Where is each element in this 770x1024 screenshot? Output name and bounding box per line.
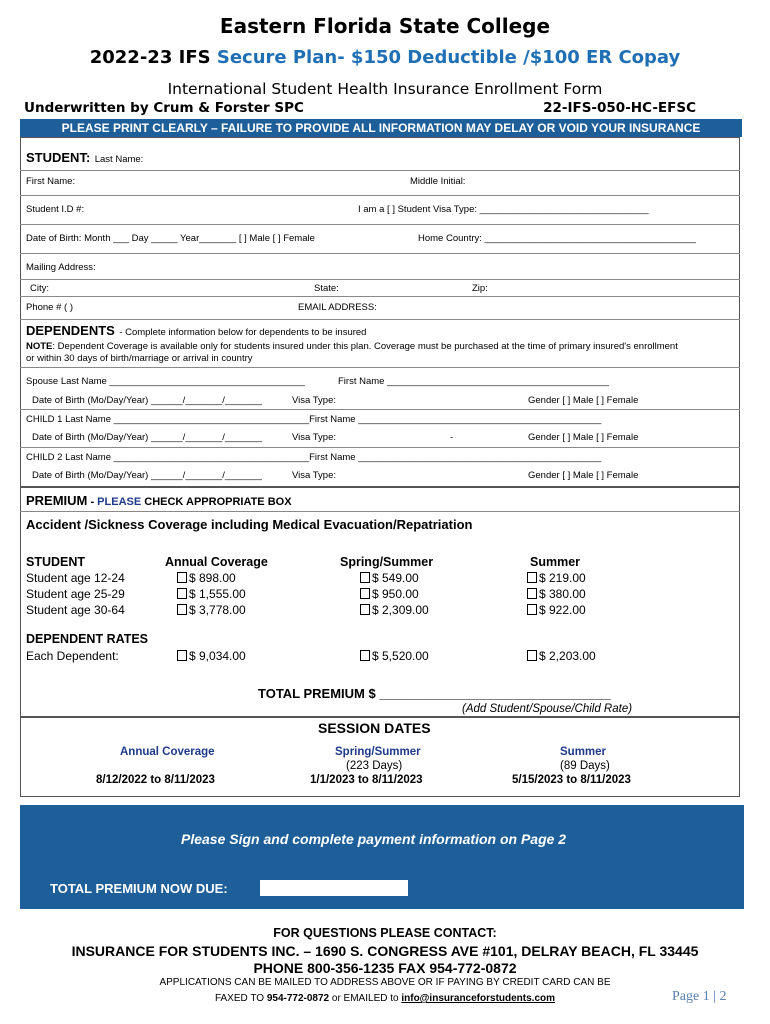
mailing-address-field[interactable]: Mailing Address: [26,262,96,273]
rate-row-label: Student age 25-29 [26,587,125,601]
note-text: : Dependent Coverage is available only for students insured under this plan. Coverage must be purchased at the time of primary insured's enrollment [52,341,678,352]
spouse-last-name-field[interactable]: Spouse Last Name _____________________________________ [26,376,305,387]
middle-initial-field[interactable]: Middle Initial: [410,176,466,187]
child2-name-field[interactable]: CHILD 2 Last Name _____________________________________First Name ______________________________________________ [26,452,602,463]
total-premium-field[interactable]: TOTAL PREMIUM $ ________________________________ [258,686,611,701]
dep-summer-rate: $ 2,203.00 [539,649,596,663]
premium-dash: - [87,496,98,508]
phone-field[interactable]: Phone # ( ) [26,302,73,313]
session-spring-dates: 1/1/2023 to 8/11/2023 [310,774,423,786]
form-code: 22-IFS-050-HC-EFSC [543,100,696,116]
col-summer-header: Summer [530,555,581,569]
annual-rate: $ 3,778.00 [189,603,246,617]
underwriter: Underwritten by Crum & Forster SPC [24,100,304,116]
child1-dash: - [450,432,454,443]
city-field[interactable]: City: [30,283,49,294]
rate-row-label: Student age 12-24 [26,571,125,585]
note-label: NOTE [26,341,53,352]
student-rates-label: STUDENT [26,555,86,569]
session-annual-label: Annual Coverage [120,746,215,758]
plan-detail: Secure Plan- $150 Deductible /$100 ER Copay [216,47,681,68]
summer-checkbox[interactable] [527,603,586,617]
session-annual-dates: 8/12/2022 to 8/11/2023 [96,774,215,786]
annual-rate: $ 1,555.00 [189,587,246,601]
plan-year: 2022-23 IFS [89,47,211,68]
spring-checkbox[interactable] [360,603,429,617]
dependents-subheading: - Complete information below for dependents to be insured [119,327,367,338]
form-title: International Student Health Insurance Enrollment Form [167,80,603,98]
student-heading-row [26,149,143,167]
note-text-2: or within 30 days of birth/marriage or arrival in country [26,353,253,364]
spouse-first-name-field[interactable]: First Name __________________________________________ [338,376,609,387]
child1-dob-field[interactable]: Date of Birth (Mo/Day/Year) ______/_______/_______ [32,432,262,443]
each-dependent-label: Each Dependent: [26,649,119,663]
dep-summer-checkbox[interactable] [527,649,596,663]
dependents-heading-row [26,322,366,340]
dep-spring-checkbox[interactable] [360,649,429,663]
spring-checkbox[interactable] [360,571,419,585]
summer-rate: $ 922.00 [539,603,586,617]
sign-note: Please Sign and complete payment information on Page 2 [181,831,567,847]
spring-rate: $ 950.00 [372,587,419,601]
child1-gender-field[interactable]: Gender [ ] Male [ ] Female [528,432,639,443]
col-spring-header: Spring/Summer [340,555,434,569]
annual-checkbox[interactable] [177,587,246,601]
spouse-dob-field[interactable]: Date of Birth (Mo/Day/Year) ______/_______/_______ [32,395,262,406]
student-visa-field[interactable]: I am a [ ] Student Visa Type: ________________________________ [358,204,649,215]
fax-prefix: FAXED TO [214,993,267,1004]
state-field[interactable]: State: [314,283,339,294]
spring-rate: $ 549.00 [372,571,419,585]
fax-number: 954-772-0872 [266,993,330,1004]
zip-field[interactable]: Zip: [472,283,488,294]
session-summer-dates: 5/15/2023 to 8/11/2023 [512,774,631,786]
mail-note: APPLICATIONS CAN BE MAILED TO ADDRESS ABOVE OR IF PAYING BY CREDIT CARD CAN BE [159,977,611,988]
child1-name-field[interactable]: CHILD 1 Last Name _____________________________________First Name ______________________________________________ [26,414,602,425]
session-spring-days: (223 Days) [346,760,403,772]
or-emailed: or EMAILED to [329,993,402,1004]
summer-rate: $ 219.00 [539,571,586,585]
dep-annual-rate: $ 9,034.00 [189,649,246,663]
rate-row-label: Student age 30-64 [26,603,125,617]
annual-rate: $ 898.00 [189,571,236,585]
coverage-title: Accident /Sickness Coverage including Medical Evacuation/Repatriation [26,517,473,532]
session-summer-days: (89 Days) [560,760,610,772]
child2-gender-field[interactable]: Gender [ ] Male [ ] Female [528,470,639,481]
total-premium-note: (Add Student/Spouse/Child Rate) [462,703,633,715]
dep-spring-rate: $ 5,520.00 [372,649,429,663]
plan-title [0,47,770,68]
first-name-field[interactable]: First Name: [26,176,76,187]
company-phone: PHONE 800-356-1235 FAX 954-772-0872 [253,960,517,976]
session-dates-heading: SESSION DATES [318,720,431,736]
summer-checkbox[interactable] [527,571,586,585]
premium-heading: PREMIUM [26,493,88,508]
annual-checkbox[interactable] [177,571,236,585]
dependents-note [26,341,678,352]
premium-due-label: TOTAL PREMIUM NOW DUE: [50,881,228,896]
session-spring-label: Spring/Summer [335,746,421,758]
spring-checkbox[interactable] [360,587,419,601]
premium-due-input[interactable] [260,880,408,896]
college-title: Eastern Florida State College [219,14,551,38]
session-summer-label: Summer [560,746,607,758]
child2-visa-field[interactable]: Visa Type: [292,470,337,481]
dependent-rates-label: DEPENDENT RATES [26,632,149,646]
spring-rate: $ 2,309.00 [372,603,429,617]
col-annual-header: Annual Coverage [165,555,268,569]
premium-heading-row [26,492,292,510]
email-field[interactable]: EMAIL ADDRESS: [298,302,377,313]
premium-check: CHECK APPROPRIATE BOX [141,496,292,508]
annual-checkbox[interactable] [177,603,246,617]
summer-rate: $ 380.00 [539,587,586,601]
spouse-visa-field[interactable]: Visa Type: [292,395,337,406]
summer-checkbox[interactable] [527,587,586,601]
student-heading: STUDENT: [26,150,91,165]
dependents-heading: DEPENDENTS [26,323,115,338]
contact-heading: FOR QUESTIONS PLEASE CONTACT: [273,926,497,940]
print-clearly-banner: PLEASE PRINT CLEARLY – FAILURE TO PROVIDE ALL INFORMATION MAY DELAY OR VOID YOUR INSURANCE [20,119,742,137]
premium-please: PLEASE [97,496,142,508]
child1-visa-field[interactable]: Visa Type: [292,432,337,443]
fax-email-line [0,993,770,1004]
student-id-field[interactable]: Student I.D #: [26,204,85,215]
student-dob-field[interactable]: Date of Birth: Month ___ Day _____ Year_______ [ ] Male [ ] Female [26,233,315,244]
company-address: INSURANCE FOR STUDENTS INC. – 1690 S. CONGRESS AVE #101, DELRAY BEACH, FL 33445 [71,943,699,959]
contact-email-link[interactable]: info@insuranceforstudents.com [401,993,556,1004]
dep-annual-checkbox[interactable] [177,649,246,663]
page-number: Page 1 | 2 [672,989,727,1004]
last-name-field[interactable]: Last Name: [94,154,144,165]
spouse-gender-field[interactable]: Gender [ ] Male [ ] Female [528,395,639,406]
home-country-field[interactable]: Home Country: ________________________________________ [418,233,696,244]
child2-dob-field[interactable]: Date of Birth (Mo/Day/Year) ______/_______/_______ [32,470,262,481]
